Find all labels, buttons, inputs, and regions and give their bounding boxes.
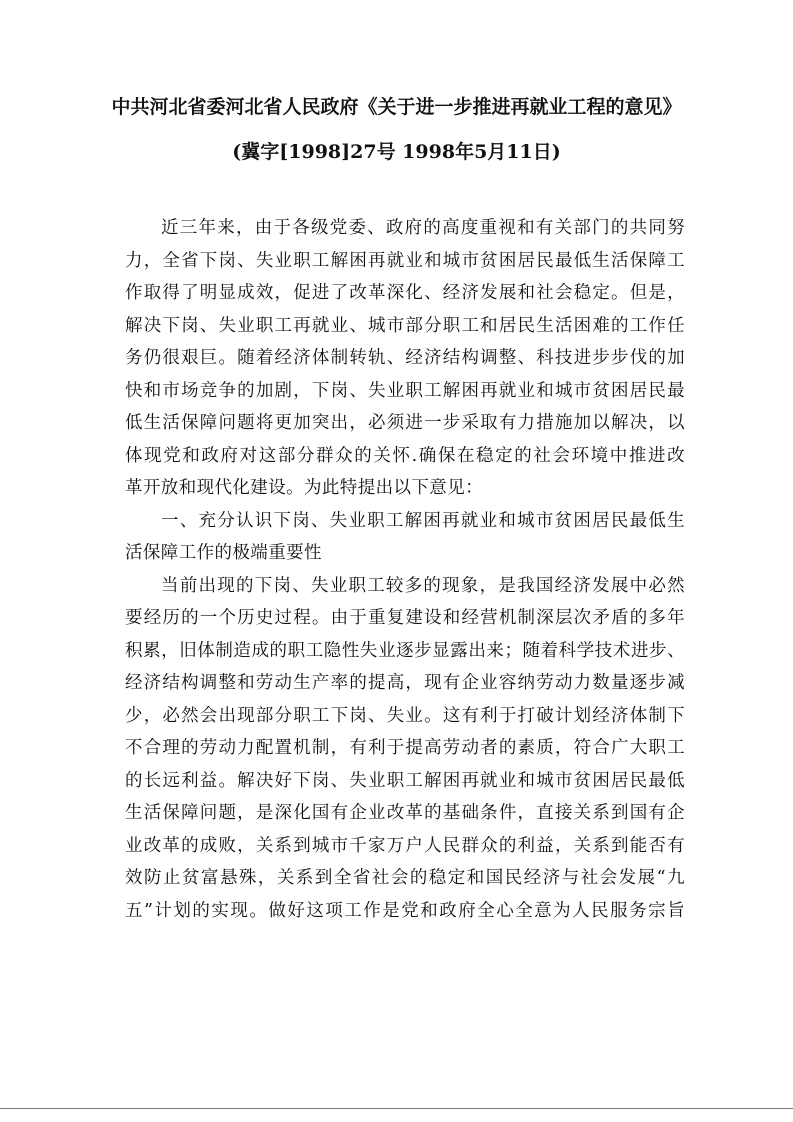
text-line: 低生活保障问题将更加突出，必须进一步采取有力措施加以解决，以 — [125, 413, 685, 433]
text-line: 解决下岗、失业职工再就业、城市部分职工和居民生活困难的工作任 — [125, 315, 685, 336]
text-line: 革开放和现代化建设。为此特提出以下意见： — [125, 478, 483, 498]
text-line: 经济结构调整和劳动生产率的提高，现有企业容纳劳动力数量逐步减 — [125, 673, 685, 693]
text-line: 要经历的一个历史过程。由于重复建设和经营机制深层次矛盾的多年 — [125, 608, 685, 628]
paragraph-section-1 — [125, 570, 685, 928]
text-line: 的长远利益。解决好下岗、失业职工解困再就业和城市贫困居民最低 — [125, 770, 685, 791]
text-line: 积累，旧体制造成的职工隐性失业逐步显露出来；随着科学技术进步、 — [125, 640, 685, 661]
document-body — [125, 212, 685, 927]
text-line: 快和市场竞争的加剧，下岗、失业职工解困再就业和城市贫困居民最 — [125, 380, 685, 401]
text-line: 效防止贫富悬殊，关系到全省社会的稳定和国民经济与社会发展“九 — [125, 868, 685, 888]
text-line: 近三年来，由于各级党委、政府的高度重视和有关部门的共同努 — [161, 218, 685, 238]
text-line: 活保障工作的极端重要性 — [125, 543, 322, 563]
text-line: 生活保障问题，是深化国有企业改革的基础条件，直接关系到国有企 — [125, 803, 685, 823]
paragraph-intro — [125, 212, 685, 505]
text-line: 业改革的成败，关系到城市千家万户人民群众的利益，关系到能否有 — [125, 835, 685, 856]
text-line: 体现党和政府对这部分群众的关怀.确保在稳定的社会环境中推进改 — [125, 445, 685, 466]
page-bottom-divider — [0, 1108, 793, 1109]
document-title: 中共河北省委河北省人民政府《关于进一步推进再就业工程的意见》 — [111, 96, 682, 118]
text-line: 当前出现的下岗、失业职工较多的现象，是我国经济发展中必然 — [161, 575, 685, 596]
text-line: 力，全省下岗、失业职工解困再就业和城市贫困居民最低生活保障工 — [125, 250, 685, 271]
document-subtitle: (冀字[1998]27号 1998年5月11日) — [232, 141, 561, 163]
text-line: 务仍很艰巨。随着经济体制转轨、经济结构调整、科技进步步伐的加 — [125, 348, 685, 368]
text-line: 少，必然会出现部分职工下岗、失业。这有利于打破计划经济体制下 — [125, 705, 685, 726]
text-line: 一、充分认识下岗、失业职工解困再就业和城市贫困居民最低生 — [161, 510, 685, 531]
text-line: 作取得了明显成效，促进了改革深化、经济发展和社会稳定。但是， — [125, 283, 685, 303]
text-line: 五”计划的实现。做好这项工作是党和政府全心全意为人民服务宗旨 — [125, 900, 685, 921]
text-line: 不合理的劳动力配置机制，有利于提高劳动者的素质，符合广大职工 — [125, 738, 685, 758]
section-heading-1 — [125, 505, 685, 570]
